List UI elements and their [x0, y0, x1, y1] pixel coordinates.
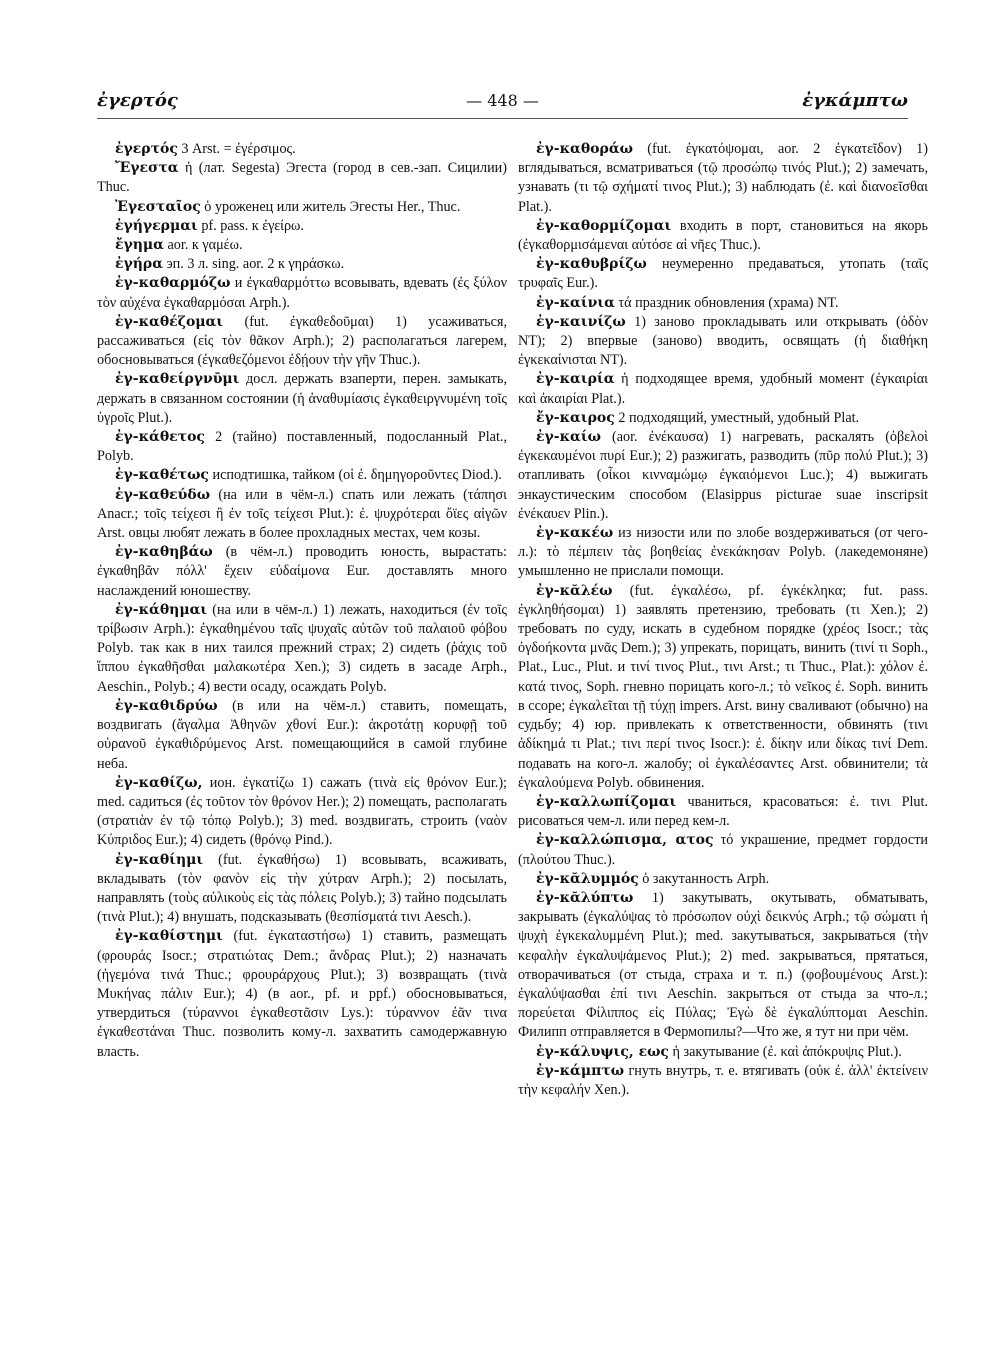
entry-definition: (fut. ἐγκαθήσω) 1) всовывать, всаживать, вкладывать (τὸν φανὸν εἰς τὴν χύτραν Arph.); 2) посылать, направлять (τοὺς αὐλικοὺς εἰς τὰς πόλεις Polyb.); 3) тайно подсылать (τινὰ Plut.); 4) внушать, подсказывать (θεσπίσματά τινι Aesch.). [97, 851, 507, 926]
dictionary-entry [97, 217, 507, 236]
entry-headword: ἐγ-κᾰλέω [536, 582, 613, 599]
entry-headword: ἐγ-καθεύδω [115, 486, 211, 503]
entry-headword: ἐγ-κάλυψις, εως [536, 1043, 669, 1060]
entry-headword: ἐγ-καθορμίζομαι [536, 217, 672, 234]
entry-headword: ἐγήγερμαι [115, 217, 198, 234]
entry-headword: ἐγ-κάμπτω [536, 1062, 625, 1079]
entry-headword: Ἔγεστα [115, 160, 179, 177]
dictionary-entry [518, 294, 928, 313]
dictionary-entry [518, 409, 928, 428]
entry-definition: исподтишка, тайком (οἱ ἐ. δημηγοροῦντες Diod.). [208, 467, 502, 484]
entry-definition: 2 подходящий, уместный, удобный Plat. [614, 409, 860, 426]
dictionary-entry [518, 140, 928, 217]
dictionary-entry [518, 428, 928, 524]
entry-headword: ἐγ-καθέτως [115, 467, 209, 484]
entry-definition: τά праздник обновления (храма) NT. [614, 294, 839, 311]
entry-definition: ἡ (лат. Segesta) Эгеста (город в сев.-зап. Сицилии) Thuc. [97, 160, 507, 196]
dictionary-entry [518, 255, 928, 293]
dictionary-entry [97, 486, 507, 544]
entry-headword: ἐγ-καθυβρίζω [536, 256, 647, 273]
dictionary-entry [97, 851, 507, 928]
entry-definition: (aor. ἐνέκαυσα) 1) нагревать, раскалять (ὀβελοὶ ἐγκεκαυμένοι πυρί Eur.); 2) разжигать, разводить (πῦρ πολύ Plut.); 3) отапливать (οἶκοι κινναμώμῳ ἐγκαιόμενοι Luc.); 4) выжигать энкаустическим способом (Elasippus picturae suae inscripsit ἐνέκαυεν Plin.). [518, 429, 928, 522]
entry-headword: Ἐγεσταῖος [115, 198, 201, 215]
left-column [97, 140, 507, 1062]
dictionary-entry [97, 927, 507, 1061]
dictionary-entry [518, 217, 928, 255]
dictionary-entry [97, 236, 507, 255]
entry-definition: (fut. ἐγκαλέσω, pf. ἐγκέκληκα; fut. pass. ἐγκληθήσομαι) 1) заявлять претензию, требовать (τι Xen.); 2) требовать по суду, искать в судебном порядке (χρέος Isocr.; τὰς ὀγδοήκοντα μνᾶς Dem.); 3) упрекать, порицать, винить (τινί τι Soph., Plat., Luc., Plut. и τινί τινος Plut., τινι Arst.; τι Thuc., Plat.): χόλον ἐ. κατά τινος, Soph. гневно порицать кого-л.; τὸ νεῖκος ἐ. Soph. винить в ссоре; ἐγκαλεῖται τῇ τύχῃ impers. Arst. вину сваливают (обычно) на судьбу; 4) юр. привлекать к ответственности, обвинять (τινι ἀδίκημά τι Plat.; τινι περί τινος Isocr.): ἐ. δίκην или δίκας τινί Dem. подавать на кого-л. жалобу; οἱ ἐγκαλέσαντες Arst. обвинители; τὰ ἐγκαλούμενα Polyb. обвинения. [518, 582, 928, 791]
dictionary-entry [97, 313, 507, 371]
entry-headword: ἐγ-καθίημι [115, 851, 204, 868]
entry-definition: чваниться, красоваться: ἐ. τινι Plut. рисоваться чем-л. или перед кем-л. [518, 793, 928, 830]
dictionary-entry [518, 313, 928, 371]
entry-headword: ἐγ-καθαρμόζω [115, 275, 231, 292]
dictionary-entry [518, 524, 928, 582]
entry-definition: гнуть внутрь, т. е. втягивать (οὐκ ἐ. ἀλλ' ἐκτείνειν τὴν κεφαλήν Xen.). [518, 1062, 928, 1098]
dictionary-entry [518, 1062, 928, 1100]
header-rule [97, 118, 908, 119]
entry-definition: ὁ уроженец или житель Эгесты Her., Thuc. [200, 198, 461, 215]
dictionary-entry [97, 428, 507, 466]
entry-definition: ион. ἐγκατίζω 1) сажать (τινὰ εἰς θρόνον Eur.); med. садиться (ἐς τοῦτον τὸν θρόνον Her.); 2) помещать, располагать (στρατιὰν ἐν τῷ τόπῳ Polyb.); 3) med. воздвигать, строить (ναὸν Κύπριδος Eur.); 4) сидеть (θρόνῳ Pind.). [97, 774, 507, 849]
entry-headword: ἐγ-καίω [536, 429, 601, 446]
dictionary-entry [97, 370, 507, 428]
entry-definition: ἡ подходящее время, удобный момент (ἐγκαιρίαι καὶ ἀκαιρίαι Plat.). [518, 371, 928, 407]
entry-headword: ἐγ-κᾰλυμμός [536, 870, 639, 887]
dictionary-entry [97, 274, 507, 312]
left-running-headword: ἐγερτός [97, 90, 178, 111]
dictionary-entry [97, 466, 507, 485]
entry-definition: из низости или по злобе воздерживаться (от чего-л.): τὸ πέμπειν τὰς βοηθείας ἐνεκάκησαν Polyb. (лакедемоняне) умышленно не прислали помощи. [518, 525, 928, 580]
entry-headword: ἐγ-καλλωπίζομαι [536, 793, 677, 810]
entry-definition: 3 Arst. = ἐγέρσιμος. [177, 141, 296, 157]
dictionary-entry [97, 140, 507, 159]
entry-headword: ἐγ-καθείργνῡμι [115, 371, 240, 388]
entry-definition: и ἐγκαθαρμόττω всовывать, вдевать (ἐς ξύλον τὸν αὐχένα ἐγκαθαρμόσαι Arph.). [97, 275, 507, 311]
entry-headword: ἐγ-καθιδρύω [115, 697, 218, 714]
entry-definition: эп. 3 л. sing. aor. 2 к γηράσκω. [163, 256, 345, 273]
entry-headword: ἐγερτός [115, 141, 178, 157]
running-header [97, 88, 908, 118]
dictionary-entry [518, 889, 928, 1043]
entry-definition: (в или на чём-л.) ставить, помещать, воздвигать (ἄγαλμα Ἀθηνῶν χθονί Eur.): ἀκροτάτῃ κορυφῇ τοῦ οὐρανοῦ ἐγκαθιδρύμενος Arst. помещающийся в самой глубине неба. [97, 697, 507, 772]
entry-headword: ἐγ-καθίστημι [115, 928, 223, 945]
dictionary-entry [97, 601, 507, 697]
entry-headword: ἔγ-καιρος [536, 409, 615, 426]
entry-definition: (на или в чём-л.) 1) лежать, находиться (ἐν τοῖς τρίβωσιν Arph.): ἐγκαθημένου ταῖς ψυχαῖς αὐτῶν τοῦ παλαιοῦ φόβου Polyb. так как в них таился прежний страх; 2) сидеть (ῥάχις τοῦ ἵππου ἐγκαθῆσθαι μαλακωτέρα Xen.); 3) сидеть в засаде Arph., Aeschin., Polyb.; 4) вести осаду, осаждать Polyb. [97, 601, 507, 695]
right-column [518, 140, 928, 1100]
page-number: — 448 — [466, 91, 539, 110]
entry-definition: aor. к γαμέω. [163, 237, 243, 254]
entry-headword: ἐγ-καινίζω [536, 313, 626, 330]
dictionary-entry [97, 255, 507, 274]
entry-definition: (fut. ἐγκατόψομαι, aor. 2 ἐγκατεῖδον) 1) вглядываться, всматриваться (τῷ προσώπῳ τινός Plut.); 2) замечать, узнавать (τι τῷ σχήματί τινος Plut.); 3) наблюдать (ἐ. καὶ διανοεῖσθαι Plat.). [518, 141, 928, 215]
entry-definition: (на или в чём-л.) спать или лежать (τάπησι Anacr.; τοῖς τείχεσι ἢ ἐν τοῖς τείχεσι Plut.): ἐ. ψυχρότεραι ὄϊες αἰγῶν Arst. овцы любят лежать в более прохладных местах, чем козы. [97, 486, 507, 542]
entry-headword: ἐγ-κάθημαι [115, 601, 208, 618]
entry-headword: ἐγ-κακέω [536, 525, 614, 542]
entry-headword: ἐγήρα [115, 256, 164, 273]
entry-definition: ἡ закутывание (ἐ. καὶ ἀπόκρυψις Plut.). [668, 1043, 902, 1060]
entry-definition: pf. pass. к ἐγείρω. [197, 217, 304, 234]
dictionary-entry [518, 370, 928, 408]
entry-definition: 1) закутывать, окутывать, обматывать, закрывать (ἐγκαλύψας τὸ πρόσωπον οὐχὶ δεικνύς Arph.; τῷ σώματι ἡ ψυχὴ ἐγκεκαλυμμένη Plut.); med. закутываться, закрываться (τὴν κεφαλὴν ἐγκαλυψάμενος Plut.); 2) med. закрываться, прятаться, отворачиваться (от стыда, страха и т. п.) (φοβουμένους Arst.): ἐγκαλύψασθαι ἐπί τινι Aeschin. закрыться от стыда за что-л.; πορεύεται Φίλιππος εἰς Πύλας; Ἐγὼ δὲ ἐγκαλύπτομαι Aeschin. Филипп отправляется в Фермопилы?—Что же, я тут ни при чём. [518, 889, 928, 1041]
dictionary-entry [518, 870, 928, 889]
entry-headword: ἐγ-καίνια [536, 294, 615, 311]
entry-definition: 1) заново прокладывать или открывать (ὁδὸν NT); 2) впервые (заново) вводить, освящать (ἡ διαθήκη ἐγκεκαίνισται NT). [518, 313, 928, 369]
entry-definition: 2 (тайно) поставленный, подосланный Plat., Polyb. [97, 429, 507, 465]
entry-headword: ἐγ-καλλώπισμα, ατος [536, 832, 714, 849]
entry-headword: ἐγ-κάθετος [115, 429, 205, 446]
dictionary-entry [97, 159, 507, 197]
dictionary-entry [97, 198, 507, 217]
entry-definition: (fut. ἐγκαθεδοῦμαι) 1) усаживаться, рассаживаться (εἰς τὸν θᾶκον Arph.); 2) располагаться лагерем, обосновываться (ἐγκαθεζόμενοι ἐδῄουν τὴν γῆν Thuc.). [97, 313, 507, 369]
dictionary-entry [97, 774, 507, 851]
dictionary-entry [518, 582, 928, 793]
entry-definition: τό украшение, предмет гордости (πλούτου Thuc.). [518, 832, 929, 868]
dictionary-entry [518, 1043, 928, 1062]
dictionary-entry [518, 793, 928, 831]
entry-definition: досл. держать взаперти, перен. замыкать, держать в связанном состоянии (ἡ ἀναθυμίασις ἐγκαθειργνυμένη τοῖς ὑγροῖς Plut.). [97, 371, 507, 426]
entry-definition: (fut. ἐγκαταστήσω) 1) ставить, размещать (φρουράς Isocr.; στρατιώτας Dem.; ἄνδρας Plut.); 2) назначать (ἡγεμόνα τινά Thuc.; φρουράρχους Plut.); 3) возвращать (τινὰ Μυκήνας πάλιν Eur.); 4) (в aor., pf. и ppf.) обосновываться, утвердиться (τύραννοι ἐγκαθεστᾶσιν Lys.): τύραννον ἐᾶν τινα ἐγκαθεστάναι Thuc. позволить кому-л. захватить самодержавную власть. [97, 928, 507, 1060]
entry-headword: ἐγ-καθέζομαι [115, 313, 224, 330]
dictionary-entry [518, 831, 928, 869]
entry-headword: ἐγ-καθίζω, [115, 774, 203, 791]
dictionary-entry [97, 543, 507, 601]
entry-headword: ἐγ-κᾰλύπτω [536, 889, 634, 906]
entry-headword: ἔγημα [115, 237, 164, 254]
entry-definition: неумеренно предаваться, утопать (ταῖς τρυφαῖς Eur.). [518, 256, 928, 292]
entry-definition: входить в порт, становиться на якорь (ἐγκαθορμισάμεναι αὐτόσε αἱ νῆες Thuc.). [518, 217, 928, 254]
entry-headword: ἐγ-καθοράω [536, 141, 633, 157]
dictionary-entry [97, 697, 507, 774]
right-running-headword: ἐγκάμπτω [802, 90, 908, 111]
entry-headword: ἐγ-καθηβάω [115, 544, 213, 561]
entry-definition: ὁ закутанность Arph. [638, 870, 770, 887]
entry-definition: (в чём-л.) проводить юность, вырастать: ἐγκαθηβᾶν πόλλ' ἔχειν εὐδαίμονα Eur. доставлять много наслаждений юношеству. [97, 544, 507, 599]
entry-headword: ἐγ-καιρία [536, 371, 615, 388]
